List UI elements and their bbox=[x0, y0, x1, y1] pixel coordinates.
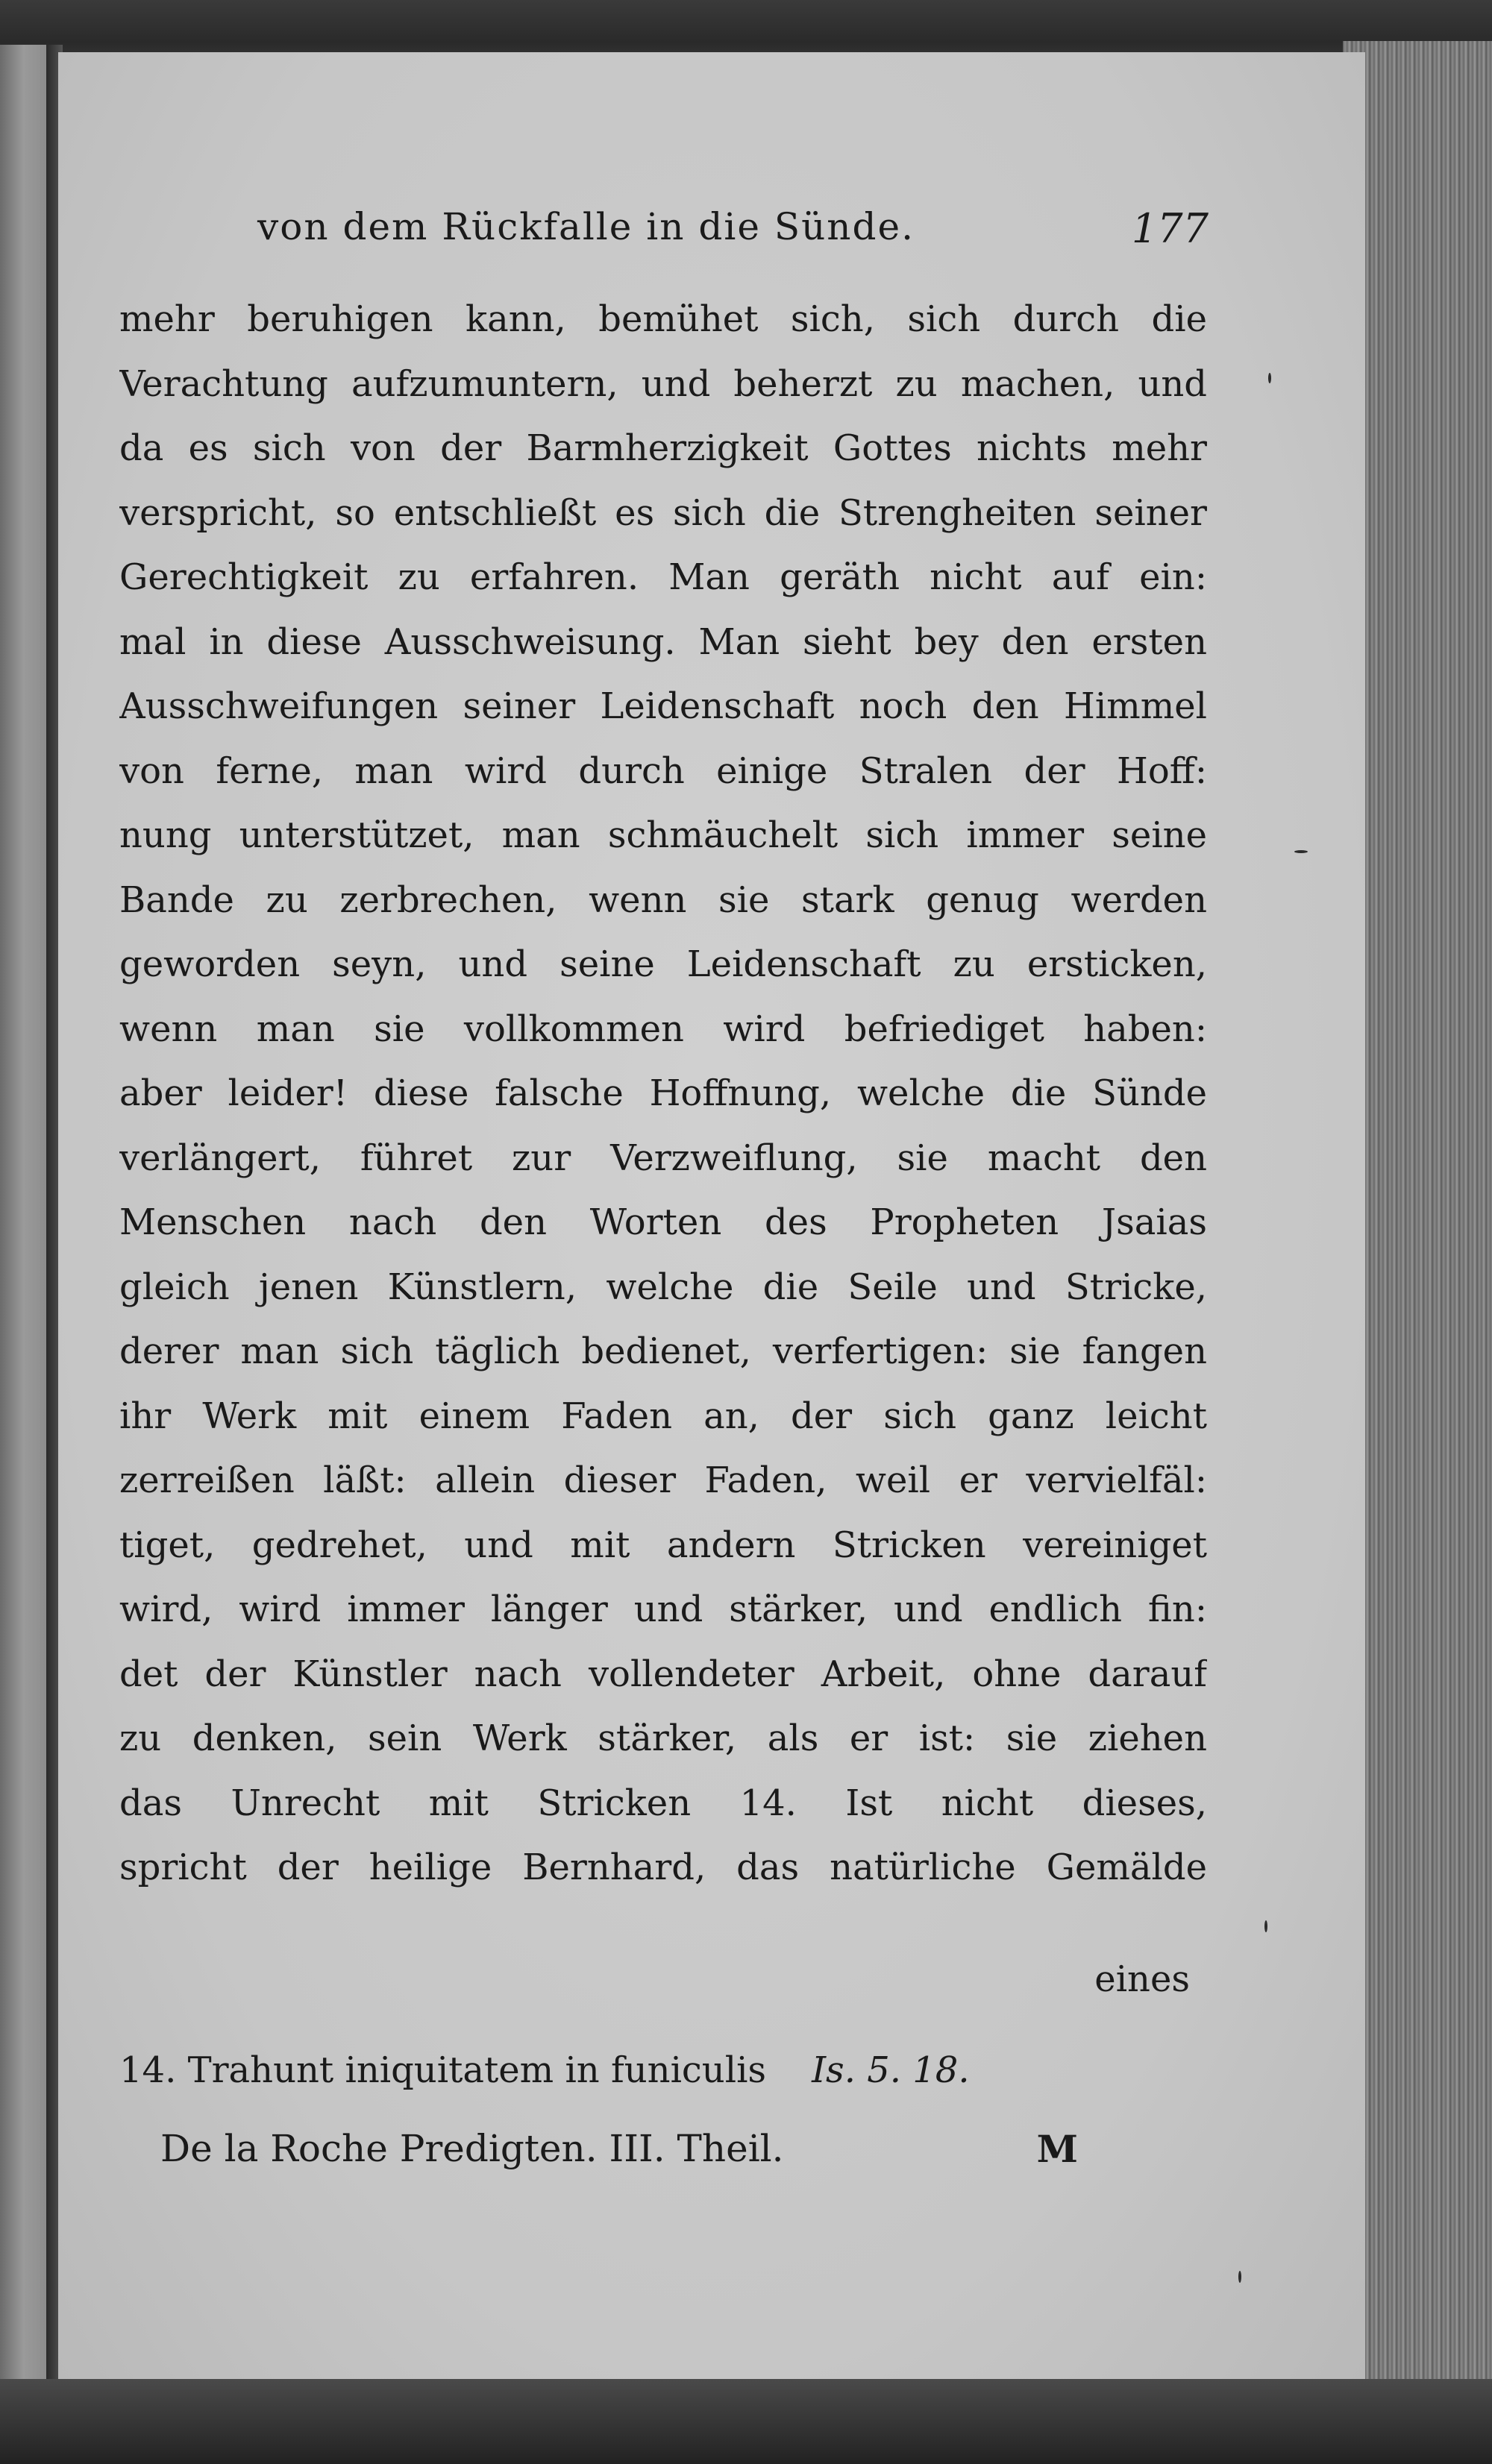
body-text bbox=[119, 287, 1207, 1900]
text-line: tiget, gedrehet, und mit andern Stricken vereiniget bbox=[119, 1524, 1207, 1566]
text-line: geworden seyn, und seine Leidenschaft zu ersticken, bbox=[119, 943, 1207, 985]
paper-speck bbox=[1238, 2271, 1241, 2283]
text-line: da es sich von der Barmherzigkeit Gottes nichts mehr bbox=[119, 427, 1207, 469]
page-stack-fore-edge bbox=[1343, 41, 1492, 2420]
text-line: nung unterstützet, man schmäuchelt sich immer seine bbox=[119, 814, 1207, 856]
paper-speck bbox=[1268, 373, 1271, 383]
text-line: aber leider! diese falsche Hoffnung, welche die Sünde bbox=[119, 1072, 1207, 1114]
paper-speck bbox=[1294, 850, 1308, 853]
page-number: 177 bbox=[1131, 205, 1209, 252]
signature-mark: M bbox=[1036, 2127, 1078, 2171]
text-line: spricht der heilige Bernhard, das natürliche Gemälde bbox=[119, 1847, 1207, 1888]
text-line: zu denken, sein Werk stärker, als er ist: sie ziehen bbox=[119, 1717, 1207, 1759]
text-line: gleich jenen Künstlern, welche die Seile und Stricke, bbox=[119, 1266, 1207, 1308]
book-bottom-edge bbox=[0, 2379, 1492, 2464]
text-line: Verachtung aufzumuntern, und beherzt zu machen, und bbox=[119, 362, 1207, 405]
text-line: Menschen nach den Worten des Propheten Jsaias bbox=[119, 1201, 1207, 1243]
catchword: eines bbox=[1094, 1958, 1190, 2000]
text-line: zerreißen läßt: allein dieser Faden, weil er vervielfäl: bbox=[119, 1459, 1207, 1501]
footnote-text: 14. Trahunt iniquitatem in funiculis bbox=[119, 2049, 767, 2091]
footnote-reference: Is. 5. 18. bbox=[812, 2049, 970, 2091]
text-line: verspricht, so entschließt es sich die Strengheiten seiner bbox=[119, 491, 1207, 534]
text-line: wird, wird immer länger und stärker, und endlich fin: bbox=[119, 1588, 1207, 1630]
footnote bbox=[119, 2049, 970, 2091]
running-head bbox=[257, 205, 1209, 265]
text-line: ihr Werk mit einem Faden an, der sich ganz leicht bbox=[119, 1395, 1207, 1437]
running-head-title: von dem Rückfalle in die Sünde. bbox=[257, 205, 915, 248]
signature-line bbox=[160, 2127, 1078, 2170]
facing-page-edge bbox=[0, 45, 52, 2401]
text-line: wenn man sie vollkommen wird befriediget haben: bbox=[119, 1008, 1207, 1050]
text-line: von ferne, man wird durch einige Stralen der Hoff: bbox=[119, 749, 1207, 792]
text-line: mal in diese Ausschweisung. Man sieht bey den ersten bbox=[119, 620, 1207, 663]
text-line: Ausschweifungen seiner Leidenschaft noch den Himmel bbox=[119, 685, 1207, 727]
text-line: Bande zu zerbrechen, wenn sie stark genug werden bbox=[119, 879, 1207, 921]
paper-speck bbox=[1264, 1920, 1267, 1932]
text-line: derer man sich täglich bedienet, verfertigen: sie fangen bbox=[119, 1330, 1207, 1372]
text-line: verlängert, führet zur Verzweiflung, sie macht den bbox=[119, 1137, 1207, 1179]
text-line: das Unrecht mit Stricken 14. Ist nicht dieses, bbox=[119, 1782, 1207, 1824]
text-line: mehr beruhigen kann, bemühet sich, sich durch die bbox=[119, 298, 1207, 340]
signature-title: De la Roche Predigten. III. Theil. bbox=[160, 2127, 784, 2170]
text-line: det der Künstler nach vollendeter Arbeit, ohne darauf bbox=[119, 1653, 1207, 1695]
text-line: Gerechtigkeit zu erfahren. Man geräth nicht auf ein: bbox=[119, 556, 1207, 598]
